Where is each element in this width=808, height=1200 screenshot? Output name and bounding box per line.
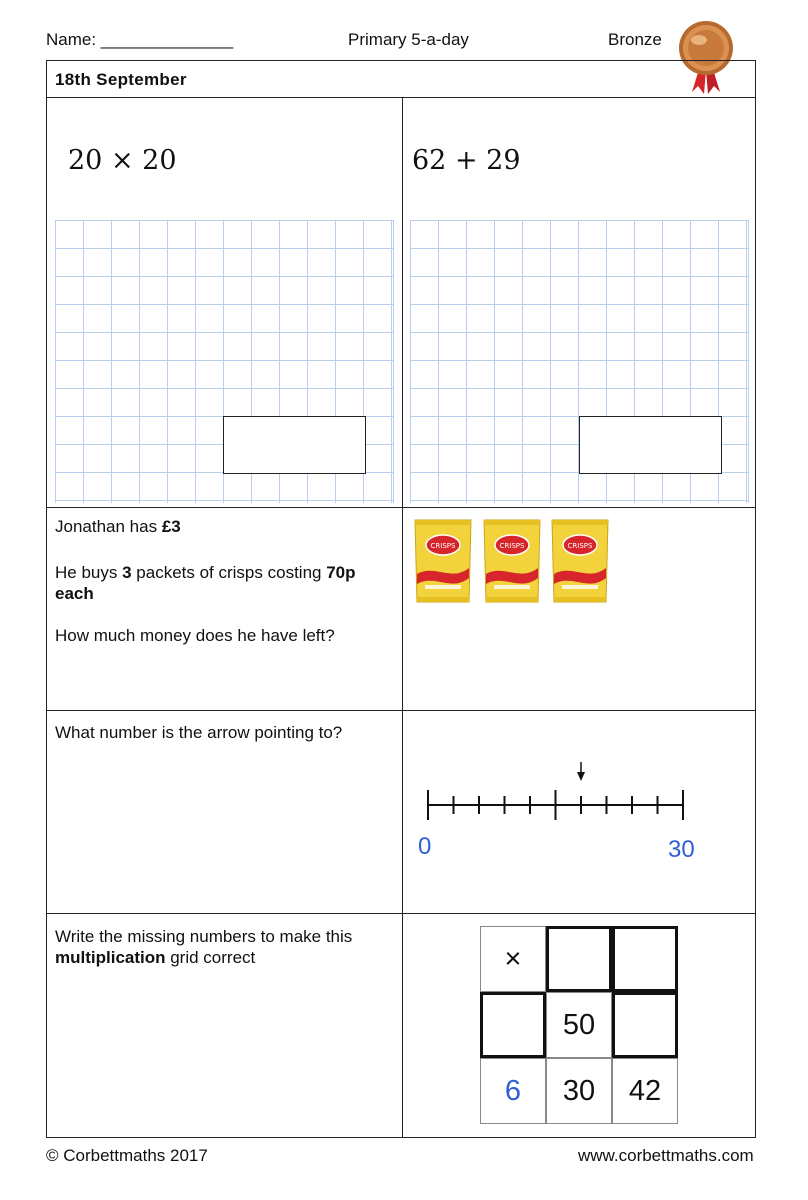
grid-blank-cell[interactable] bbox=[480, 992, 546, 1058]
q3-line2: He buys 3 packets of crisps costing 70p each bbox=[55, 563, 356, 603]
name-field-label: Name: ______________ bbox=[46, 30, 234, 49]
number-line-start-label: 0 bbox=[418, 833, 432, 860]
grid-corner-symbol: × bbox=[480, 926, 546, 992]
q2-answer-box[interactable] bbox=[579, 416, 722, 474]
svg-text:CRISPS: CRISPS bbox=[430, 542, 456, 550]
worksheet-date: 18th September bbox=[55, 70, 187, 89]
crisps-packet-icon bbox=[411, 516, 475, 606]
divider bbox=[46, 507, 756, 508]
number-line bbox=[420, 760, 700, 830]
crisps-packet-icon bbox=[480, 516, 544, 606]
q1-expression: 20 × 20 bbox=[68, 145, 177, 176]
arrow-down-icon bbox=[577, 772, 585, 781]
grid-blank-cell[interactable] bbox=[612, 926, 678, 992]
grid-blank-cell[interactable] bbox=[612, 992, 678, 1058]
level-label: Bronze bbox=[608, 30, 662, 49]
svg-text:CRISPS: CRISPS bbox=[499, 542, 525, 550]
q5-line1: Write the missing numbers to make this bbox=[55, 927, 353, 946]
grid-value-cell: 42 bbox=[612, 1058, 678, 1124]
worksheet-title: Primary 5-a-day bbox=[348, 30, 469, 49]
divider bbox=[46, 710, 756, 711]
divider bbox=[46, 97, 756, 98]
column-divider bbox=[402, 97, 403, 1138]
svg-text:CRISPS: CRISPS bbox=[567, 542, 593, 550]
q3-line3: How much money does he have left? bbox=[55, 626, 335, 645]
divider bbox=[46, 913, 756, 914]
website-link[interactable]: www.corbettmaths.com bbox=[578, 1146, 754, 1165]
q5-line2: multiplication grid correct bbox=[55, 948, 256, 967]
crisps-packet-icon bbox=[548, 516, 612, 606]
copyright: © Corbettmaths 2017 bbox=[46, 1146, 208, 1165]
grid-value-cell: 30 bbox=[546, 1058, 612, 1124]
q2-expression: 62 + 29 bbox=[412, 145, 521, 176]
q4-question: What number is the arrow pointing to? bbox=[55, 723, 343, 742]
q3-line1: Jonathan has £3 bbox=[55, 517, 181, 536]
q1-answer-box[interactable] bbox=[223, 416, 366, 474]
number-line-end-label: 30 bbox=[668, 836, 695, 863]
grid-value-cell: 50 bbox=[546, 992, 612, 1058]
grid-row-header: 6 bbox=[480, 1058, 546, 1124]
grid-blank-cell[interactable] bbox=[546, 926, 612, 992]
